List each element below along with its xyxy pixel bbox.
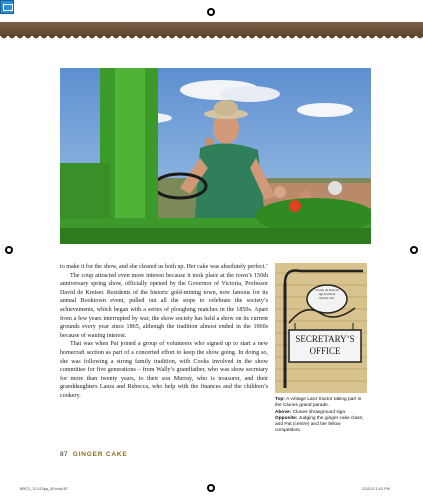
caption-label: Above: [275, 409, 292, 415]
caption-text: Clunes showground sign. [292, 409, 347, 415]
slug-filename: BRC2_70-113pp_30.indd 87 [20, 487, 68, 491]
caption-text: A vintage Lanz tractor taking part in the Clunes grand parade. [275, 397, 362, 409]
plaque-text [311, 288, 343, 301]
registration-mark-bottom [207, 484, 215, 492]
caption-label: Opposite: [275, 415, 298, 421]
registration-mark-top [207, 8, 215, 16]
caption-text: Judging the ginger cake class; and Pat (centre) and her fellow competitors. [275, 415, 364, 434]
page-folio [60, 451, 128, 458]
sign-line: SECRETARY’S [295, 334, 355, 344]
secretary-office-sign-text [289, 333, 361, 357]
plaque-line: Clunes & District [314, 288, 340, 292]
plaque-line: Agricultural [318, 292, 336, 297]
registration-mark-right [410, 246, 418, 254]
tractor-photo [60, 68, 371, 244]
caption-label: Top: [275, 397, 286, 402]
running-title: GINGER CAKE [72, 451, 128, 458]
photo-caption [275, 397, 367, 435]
slug-datetime: 2/12/13 1:01 PM [362, 487, 390, 491]
body-paragraph: to make it for the show, and she cleared us both up. Her cake was absolutely perfect.’ [60, 264, 268, 270]
article-body [60, 263, 268, 401]
page-number: 87 [60, 451, 68, 458]
body-paragraph: The coup attracted even more interest because it took place at the town’s 150th anniversary spring show, officially opened by the Governor of Victoria, Professor David de Kretser. Residents of the historic gold-mining town, now famous for its annual Booktown event, pulled out all the stops to celebrate the society’s achievements, which began with a series of ploughing matches in the 1850s. Apart from a few years interrupted by war, the show society has held a show on its current grounds every year since 1865, although the tradition almost ended in the 1960s because of waning interest. [60, 272, 268, 339]
plaque-line: Society Inc. [319, 296, 335, 301]
sign-line: OFFICE [309, 346, 341, 356]
showground-sign-photo [275, 263, 367, 393]
decorative-header-band [0, 22, 423, 36]
registration-mark-left [5, 246, 13, 254]
app-window-icon[interactable] [0, 0, 14, 14]
body-paragraph: That was when Pat joined a group of volunteers who signed up to start a new homecraft section as part of a concerted effort to keep the show going. In doing so, she was following a strong family tradition, with Cooks involved in the show committee for five generations – from Wally’s grandfather, who was show secretary for more than twenty years, to their son Murray, who is treasurer, and their granddaughters Laura and Rebecca, who help with the finances and the children’s cookery. [60, 341, 268, 399]
